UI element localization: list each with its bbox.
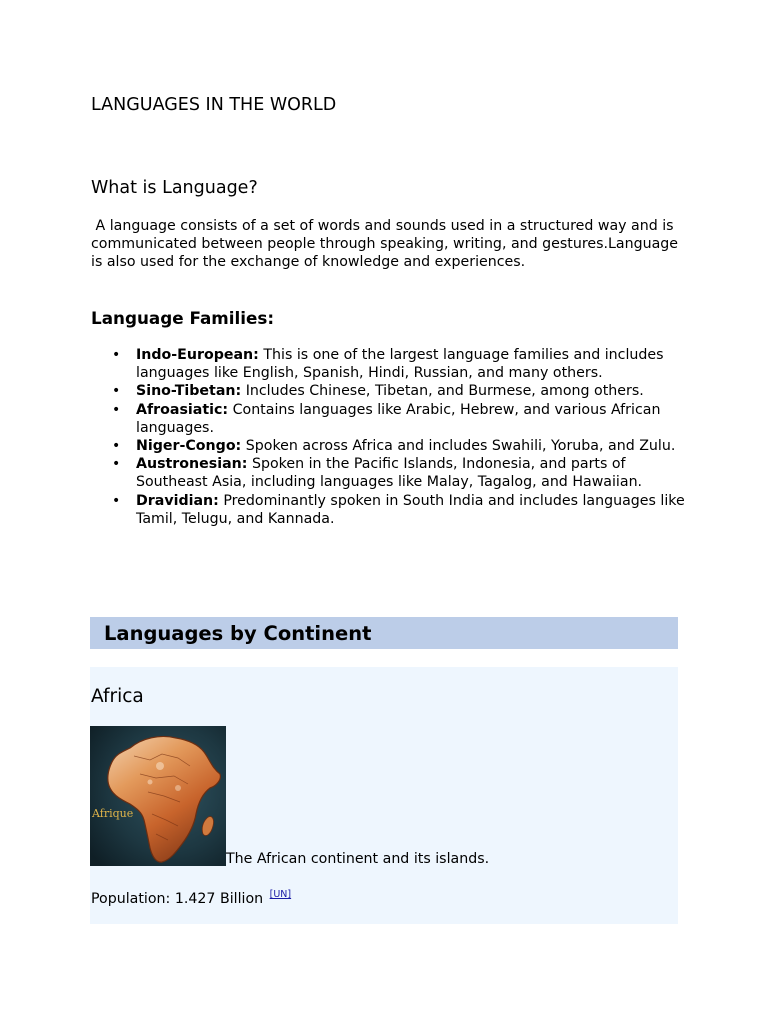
africa-caption: The African continent and its islands.	[226, 851, 490, 867]
family-name: Afroasiatic:	[136, 401, 229, 418]
family-description: Spoken across Africa and includes Swahili, Yoruba, and Zulu.	[241, 438, 676, 455]
list-item	[112, 455, 691, 491]
africa-population	[91, 886, 291, 908]
africa-section	[90, 667, 678, 924]
family-description: Includes Chinese, Tibetan, and Burmese, among others.	[241, 383, 644, 400]
list-item	[112, 382, 691, 400]
family-name: Niger-Congo:	[136, 438, 242, 455]
continent-section-banner	[90, 617, 678, 649]
list-item	[112, 401, 691, 437]
bullet-icon: •	[112, 492, 121, 509]
family-name: Indo-European:	[136, 347, 259, 363]
africa-map-label: Afrique	[92, 807, 134, 820]
language-families-list	[91, 346, 691, 528]
what-is-language-heading: What is Language?	[91, 178, 258, 198]
languages-by-continent-heading: Languages by Continent	[104, 622, 372, 645]
bullet-icon: •	[112, 347, 121, 363]
un-reference-link[interactable]: [UN]	[269, 889, 292, 900]
intro-paragraph: A language consists of a set of words and sounds used in a structured way and is communicated between people through speaking, writing, and gestures.Language is also used for the exchange of knowledge and experiences.	[91, 218, 683, 271]
africa-heading: Africa	[91, 686, 144, 707]
family-name: Sino-Tibetan:	[136, 383, 242, 400]
list-item	[112, 437, 691, 455]
bullet-icon: •	[112, 401, 121, 418]
africa-map-image	[90, 726, 226, 866]
family-name: Austronesian:	[136, 456, 248, 473]
family-name: Dravidian:	[136, 492, 219, 509]
bullet-icon: •	[112, 438, 121, 455]
population-reference	[270, 889, 291, 900]
list-item	[112, 346, 691, 382]
bullet-icon: •	[112, 456, 121, 473]
family-description: Spoken in the Pacific Islands, Indonesia, and parts of Southeast Asia, including languages like Malay, Tagalog, and Hawaiian.	[136, 456, 643, 491]
language-families-heading: Language Families:	[91, 308, 275, 328]
bullet-icon: •	[112, 383, 121, 400]
family-description: Contains languages like Arabic, Hebrew, and various African languages.	[136, 401, 661, 436]
family-description: This is one of the largest language families and includes languages like English, Spanish, Hindi, Russian, and many others.	[136, 347, 664, 382]
list-item	[112, 492, 691, 528]
family-description: Predominantly spoken in South India and includes languages like Tamil, Telugu, and Kannada.	[136, 492, 685, 527]
population-text: Population: 1.427 Billion	[91, 891, 268, 907]
document-title: LANGUAGES IN THE WORLD	[91, 95, 337, 115]
